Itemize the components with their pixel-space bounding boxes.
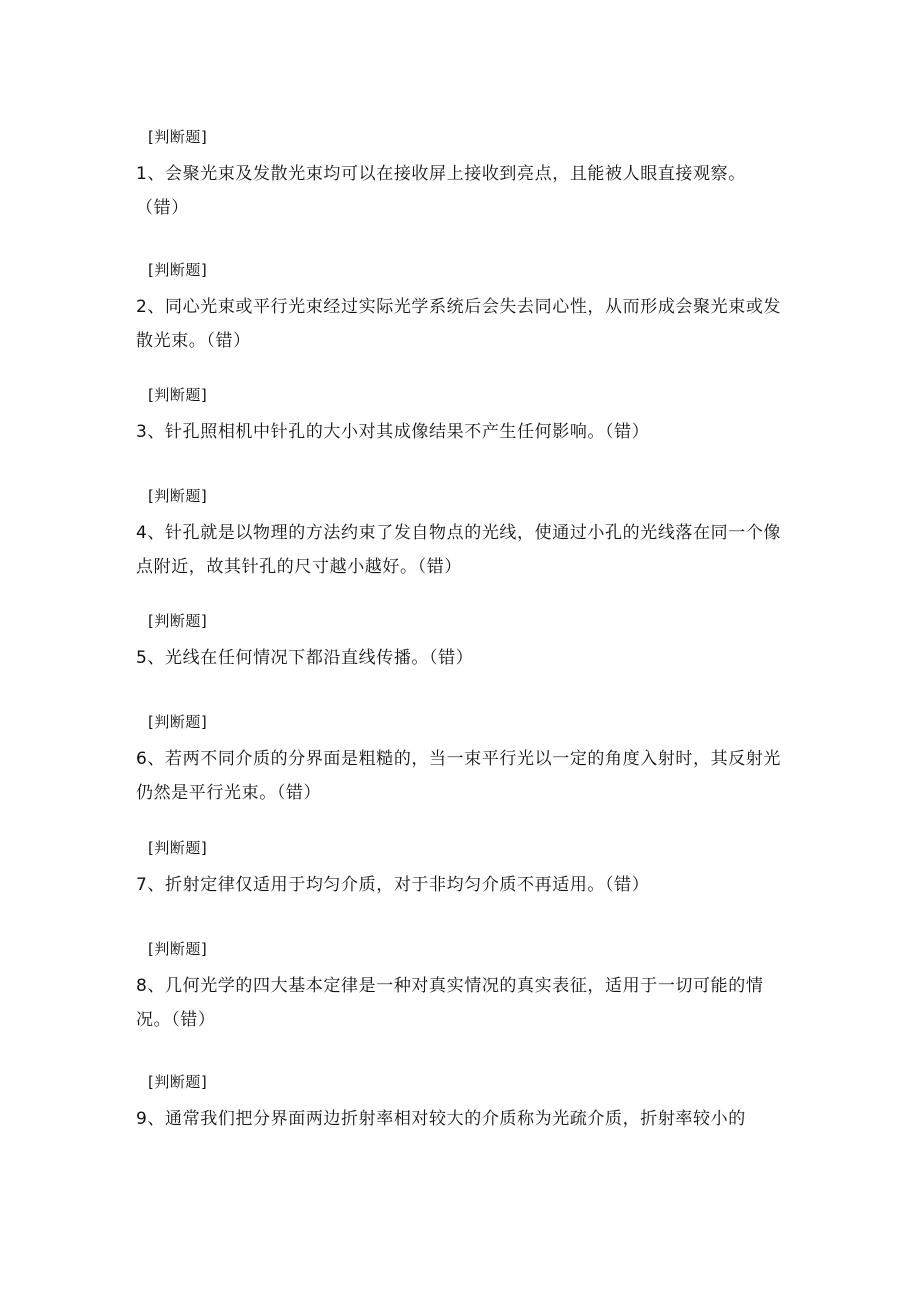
question-text	[136, 290, 786, 358]
question-type-label: [判断题]	[148, 940, 208, 958]
question-body: 几何光学的四大基本定律是一种对真实情况的真实表征，适用于一切可能的情况。	[136, 976, 764, 1030]
question-number: 2、	[136, 297, 166, 317]
question-text	[136, 868, 786, 902]
question-number: 6、	[136, 749, 166, 769]
question-8	[136, 939, 786, 1037]
question-answer: （错）	[136, 198, 189, 218]
question-body: 同心光束或平行光束经过实际光学系统后会失去同心性，从而形成会聚光束或发散光束。	[136, 297, 782, 351]
question-text	[136, 969, 786, 1037]
question-type-label: [判断题]	[148, 713, 208, 731]
question-type-label: [判断题]	[148, 487, 208, 505]
question-5	[136, 611, 786, 675]
question-4	[136, 486, 786, 584]
question-number: 7、	[136, 875, 166, 895]
question-1	[136, 127, 786, 225]
question-answer: （错）	[605, 875, 650, 895]
question-number: 9、	[136, 1109, 166, 1129]
question-body: 光线在任何情况下都沿直线传播。	[165, 648, 430, 668]
question-2	[136, 260, 786, 358]
question-answer: （错）	[206, 331, 251, 351]
question-body: 通常我们把分界面两边折射率相对较大的介质称为光疏介质，折射率较小的	[165, 1109, 746, 1129]
question-number: 3、	[136, 422, 166, 442]
question-type-label: [判断题]	[148, 612, 208, 630]
question-text	[136, 742, 786, 810]
question-type-label: [判断题]	[148, 1073, 208, 1091]
question-number: 5、	[136, 648, 166, 668]
question-text	[136, 641, 786, 675]
question-answer: （错）	[171, 1010, 216, 1030]
question-9	[136, 1072, 786, 1136]
question-text	[136, 415, 786, 449]
question-text	[136, 157, 786, 225]
question-text	[136, 516, 786, 584]
question-6	[136, 712, 786, 810]
question-number: 4、	[136, 523, 166, 543]
question-body: 针孔就是以物理的方法约束了发自物点的光线，使通过小孔的光线落在同一个像点附近，故其针孔的尺寸越小越好。	[136, 523, 782, 577]
question-answer: （错）	[417, 557, 462, 577]
question-number: 1、	[136, 164, 166, 184]
question-body: 折射定律仅适用于均匀介质，对于非均匀介质不再适用。	[165, 875, 606, 895]
question-answer: （错）	[276, 783, 322, 803]
question-body: 会聚光束及发散光束均可以在接收屏上接收到亮点，且能被人眼直接观察。	[165, 164, 746, 184]
question-text	[136, 1102, 786, 1136]
question-3	[136, 385, 786, 449]
question-type-label: [判断题]	[148, 261, 208, 279]
question-body: 若两不同介质的分界面是粗糙的，当一束平行光以一定的角度入射时，其反射光仍然是平行光束。	[136, 749, 782, 803]
question-type-label: [判断题]	[148, 839, 208, 857]
question-type-label: [判断题]	[148, 386, 208, 404]
question-answer: （错）	[429, 648, 474, 668]
question-number: 8、	[136, 976, 166, 996]
question-body: 针孔照相机中针孔的大小对其成像结果不产生任何影响。	[165, 422, 606, 442]
question-type-label: [判断题]	[148, 128, 208, 146]
question-answer: （错）	[605, 422, 650, 442]
question-7	[136, 838, 786, 902]
